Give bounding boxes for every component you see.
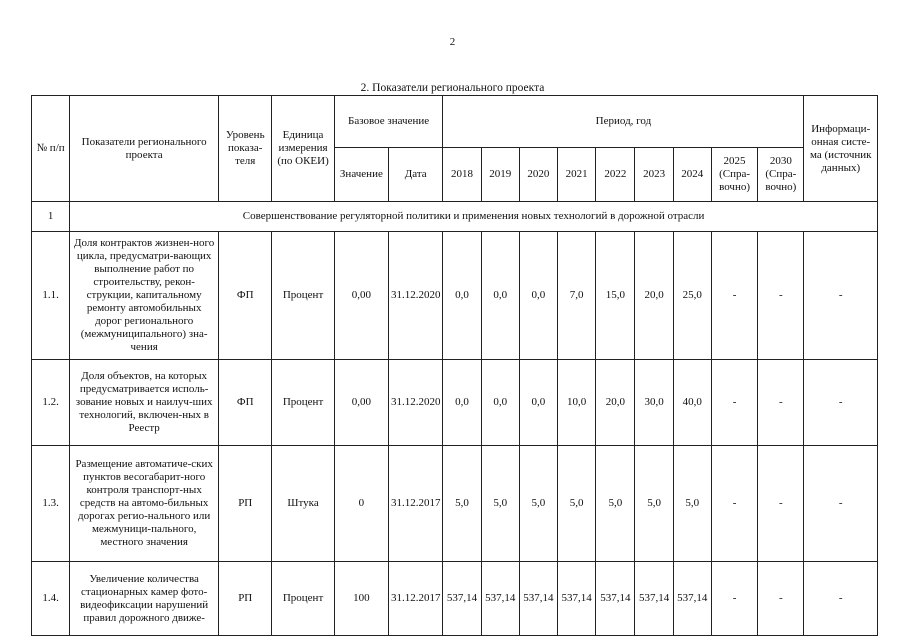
- row-level: РП: [219, 446, 272, 562]
- row-unit: Процент: [272, 562, 334, 636]
- row-year-value: 7,0: [558, 232, 596, 360]
- row-year-value: 15,0: [596, 232, 635, 360]
- row-indicator-name: Размещение автоматиче-ских пунктов весогабарит-ного контроля транспорт-ных средств на автомо-бильных дорогах регио-нального или межмуници-пального, местного значения: [70, 446, 219, 562]
- header-base: Базовое значение: [334, 96, 443, 148]
- row-year-value: 20,0: [635, 232, 673, 360]
- row-level: РП: [219, 562, 272, 636]
- section-title: 2. Показатели регионального проекта: [360, 82, 545, 94]
- row-year-value: 537,14: [635, 562, 673, 636]
- row-info-system: -: [804, 360, 878, 446]
- row-base-value: 0,00: [334, 232, 388, 360]
- row-indicator-name: Увеличение количества стационарных камер фото-видеофиксации нарушений правил дорожного движе-: [70, 562, 219, 636]
- row-year-value: 5,0: [635, 446, 673, 562]
- row-num: 1.2.: [32, 360, 70, 446]
- row-level: ФП: [219, 232, 272, 360]
- row-year-value: 537,14: [481, 562, 519, 636]
- row-num: 1.3.: [32, 446, 70, 562]
- row-unit: Штука: [272, 446, 334, 562]
- header-year: 2022: [596, 148, 635, 202]
- row-unit: Процент: [272, 360, 334, 446]
- header-year: 2024: [673, 148, 711, 202]
- indicators-table: [31, 95, 878, 636]
- row-year-value: 537,14: [596, 562, 635, 636]
- row-year-value: -: [711, 446, 757, 562]
- row-base-value: 0,00: [334, 360, 388, 446]
- header-value: Значение: [334, 148, 388, 202]
- section-title-cell: Совершенствование регуляторной политики и применения новых технологий в дорожной отрасли: [70, 202, 878, 232]
- row-year-value: -: [758, 562, 804, 636]
- header-level: Уровень показа-теля: [219, 96, 272, 202]
- row-year-value: 0,0: [481, 360, 519, 446]
- row-base-value: 100: [334, 562, 388, 636]
- row-year-value: 537,14: [443, 562, 481, 636]
- row-year-value: 5,0: [673, 446, 711, 562]
- row-year-value: -: [711, 562, 757, 636]
- header-year: 2025 (Спра-вочно): [711, 148, 757, 202]
- row-year-value: 5,0: [481, 446, 519, 562]
- page-number: 2: [449, 36, 456, 48]
- row-year-value: 25,0: [673, 232, 711, 360]
- table-row: [32, 446, 878, 562]
- row-unit: Процент: [272, 232, 334, 360]
- row-num: 1.4.: [32, 562, 70, 636]
- row-year-value: -: [758, 232, 804, 360]
- header-unit: Единица измерения (по ОКЕИ): [272, 96, 334, 202]
- header-year: 2020: [519, 148, 557, 202]
- header-year: 2023: [635, 148, 673, 202]
- row-year-value: -: [711, 232, 757, 360]
- row-level: ФП: [219, 360, 272, 446]
- row-info-system: -: [804, 562, 878, 636]
- row-year-value: 5,0: [558, 446, 596, 562]
- section-row: [32, 202, 878, 232]
- row-indicator-name: Доля контрактов жизнен-ного цикла, предусматри-вающих выполнение работ по строительству, рекон-струкции, капитальному ремонту автомобильных дорог регионального (межмуниципального) зна-чения: [70, 232, 219, 360]
- header-date: Дата: [389, 148, 443, 202]
- row-year-value: 5,0: [443, 446, 481, 562]
- row-year-value: 537,14: [673, 562, 711, 636]
- row-year-value: 0,0: [481, 232, 519, 360]
- table-row: [32, 232, 878, 360]
- row-year-value: 30,0: [635, 360, 673, 446]
- row-year-value: 0,0: [443, 360, 481, 446]
- row-base-date: 31.12.2017: [389, 446, 443, 562]
- row-base-date: 31.12.2020: [389, 232, 443, 360]
- row-year-value: -: [758, 446, 804, 562]
- row-indicator-name: Доля объектов, на которых предусматривается исполь-зование новых и наилуч-ших технологий, включен-ных в Реестр: [70, 360, 219, 446]
- header-indicator: Показатели регионального проекта: [70, 96, 219, 202]
- row-year-value: 5,0: [519, 446, 557, 562]
- row-year-value: 40,0: [673, 360, 711, 446]
- row-base-value: 0: [334, 446, 388, 562]
- row-year-value: 0,0: [443, 232, 481, 360]
- section-num: 1: [32, 202, 70, 232]
- row-year-value: -: [758, 360, 804, 446]
- row-year-value: 537,14: [519, 562, 557, 636]
- table-row: [32, 562, 878, 636]
- row-year-value: 0,0: [519, 360, 557, 446]
- header-info-system: Информаци-онная систе-ма (источник данных): [804, 96, 878, 202]
- row-year-value: 0,0: [519, 232, 557, 360]
- row-year-value: 5,0: [596, 446, 635, 562]
- row-info-system: -: [804, 232, 878, 360]
- header-year: 2019: [481, 148, 519, 202]
- row-base-date: 31.12.2020: [389, 360, 443, 446]
- header-year: 2030 (Спра-вочно): [758, 148, 804, 202]
- row-num: 1.1.: [32, 232, 70, 360]
- row-year-value: -: [711, 360, 757, 446]
- row-year-value: 20,0: [596, 360, 635, 446]
- header-period: Период, год: [443, 96, 804, 148]
- header-year: 2018: [443, 148, 481, 202]
- row-year-value: 537,14: [558, 562, 596, 636]
- header-year: 2021: [558, 148, 596, 202]
- row-year-value: 10,0: [558, 360, 596, 446]
- table-row: [32, 360, 878, 446]
- row-base-date: 31.12.2017: [389, 562, 443, 636]
- row-info-system: -: [804, 446, 878, 562]
- header-num: № п/п: [32, 96, 70, 202]
